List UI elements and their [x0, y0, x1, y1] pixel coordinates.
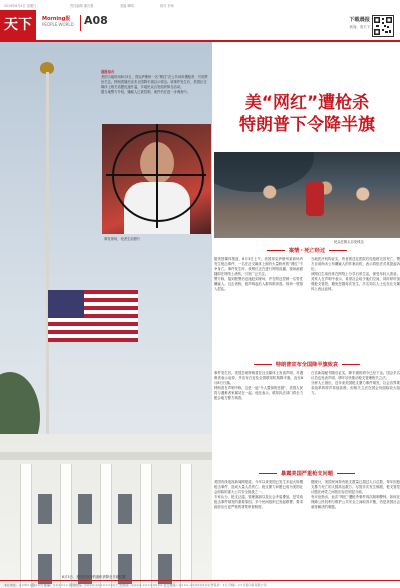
- inset2-caption: 民众在街头自发悼念: [334, 240, 364, 244]
- section-3-body: [214, 480, 400, 576]
- us-flag-icon: [48, 290, 138, 342]
- intro-text: [101, 70, 209, 95]
- header-divider: [80, 15, 81, 31]
- designer-credit: 美编 卿明: [120, 4, 134, 8]
- section-3-left-col: 美国有线电视新闻网报道，今年以来美国已发生多起大规模枪击事件，造成大量人员伤亡。枪支暴力问题已成为美国社会面临的重大公共安全挑战之一。 专家认为，枪支泛滥、管理漏洞以及社会矛盾叠加，是导致枪击事件频发的重要原因。多个民间组织已发起联署，要求政府出台更严格的背景审查制度。: [214, 480, 303, 509]
- section-1-left-col: 据美国媒体报道，8月3日上午，美国得克萨斯州某商场内发生枪击事件，一名在社交媒体上拥有大量粉丝的“网红”不幸身亡。事件发生时，该网红正在进行网络直播，现场画面随即在网络上流传，引发广泛关注。 警方称，接到报警后迅速赶到现场，并在附近控制一名男性嫌疑人。目击者称，枪声响起后人群四散奔逃，现场一度陷入混乱。: [214, 257, 303, 291]
- inset1-caption: 事发现场，死者生前照片: [104, 237, 141, 241]
- intro-byline: 晨报综合: [101, 70, 115, 74]
- headline-line-2: 特朗普下令降半旗: [239, 115, 375, 135]
- section-3-right-col: 据统计，美国民间持有枪支数量已超过人口总数，每年因枪支暴力死亡的人数高达数万。尽管多次发生惨剧，枪支管控议题在两党之间依旧存在明显分歧。 有评论指出，此次“网红”遭枪杀事件再次敲响警钟，如何在保障公民权利与维护公共安全之间取得平衡，仍是美国社会亟待解决的难题。: [311, 480, 400, 509]
- inset-photo-crowd: [214, 152, 400, 238]
- section-heading-1: 案情・死亡经过: [214, 247, 400, 254]
- section-2-body: [214, 371, 400, 467]
- section-heading-2: 特朗普宣布全国降半旗致哀: [214, 361, 400, 368]
- white-house-facade: [0, 434, 212, 588]
- main-photo-caption: 8月3日，美国白宫外的旗帜被降至半旗位置: [62, 575, 126, 579]
- qr-subtitle: 新闻、看天下: [349, 25, 370, 29]
- page-footer: 本社地址：××市××路××号 邮编：×××××× 新闻热线：××××-×××××××× 广告热线：××××-×××××××× 发行热线：××××-×××××××× 零售价：1元 印刷：××日报印务有限公司: [0, 580, 400, 588]
- masthead-sub: PEOPLE WORLD: [42, 22, 74, 27]
- section-2-right-col: 白宫新闻秘书随后证实，降半旗的命令已经下达。国会多名议员也发表声明，呼吁尽快推动枪支管理相关立法。 分析人士指出，近年来美国枪支暴力事件频发，社会各界要求改革的呼声持续高涨，但相关立法在国会仍面临较大阻力。: [311, 371, 400, 395]
- section-2-left-col: 事件发生后，美国总统特朗普在社交媒体上发表声明，对遇难者表示哀悼，并宣布白宫及全国联邦机构降半旗，直至8月8日日落。 特朗普在声明中称，这是一起“令人震惊的悲剧”，美国人民将与遇难者家属站在一起。他还表示，联邦执法部门将全力配合地方警方调查。: [214, 371, 303, 400]
- top-info-line: [0, 0, 400, 10]
- masthead-name: Morning报: [42, 16, 71, 22]
- page-headline: [214, 92, 400, 136]
- section-1-body: [214, 257, 400, 355]
- inset-photo-crosshair: [102, 124, 211, 234]
- section-title: 天下: [0, 10, 36, 40]
- qr-code-icon: [372, 15, 394, 37]
- editor-credit: 责任编辑 董自强: [70, 4, 94, 8]
- crosshair-icon: [112, 130, 204, 222]
- qr-promo: [349, 17, 370, 31]
- section-1-right-col: 当地医疗机构证实，伤者被送往医院后经抢救无效死亡。警方目前尚未公布嫌疑人的作案动机，表示将依法对其提起诉讼。 该网红生前经常在网络上分享日常生活，深受年轻人喜爱。其家人在声明中表示，希望社会给予他们空间，同时呼吁加强枪支管控，避免悲剧再次发生。多名知名人士也在社交媒体上表达哀悼。: [311, 257, 400, 291]
- headline-line-1: 美“网红”遭枪杀: [244, 93, 370, 113]
- intro-body: 美国当地时间8月3日，得克萨斯州一名“网红”在公共场所遭枪杀，引发舆论关注。特朗普随后宣布全国降半旗以示悼念。该事件发生后，美国社交媒体上相关话题迅速升温，多地民众自发组织悼念活动。 据当地警方介绍，嫌疑人已被控制，案件仍在进一步调查中。: [101, 75, 208, 94]
- checker-credit: 校对 李杨: [160, 4, 174, 8]
- masthead: [42, 16, 74, 28]
- qr-title: 下载晨报: [349, 17, 370, 23]
- page-header: [0, 10, 400, 42]
- page-number: A08: [84, 14, 108, 27]
- section-heading-3: 暴露美国严重枪支问题: [214, 470, 400, 477]
- issue-date: 2019年8月4日 星期日: [4, 4, 37, 8]
